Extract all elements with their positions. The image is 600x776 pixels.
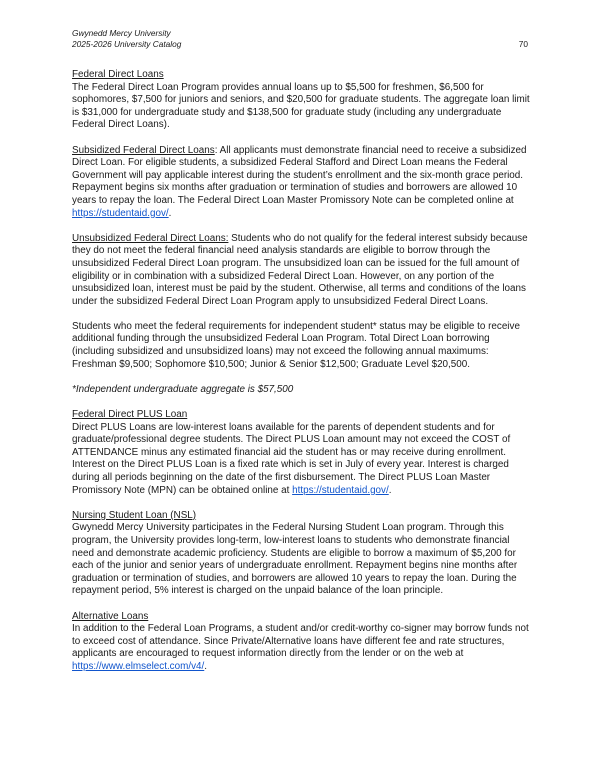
elmselect-link[interactable]: https://www.elmselect.com/v4/ <box>72 660 205 672</box>
section-text: Students who do not qualify for the federal interest subsidy because they do not meet the federal financial need analysis standards are eligible to borrow through the unsubsidized Federal Direct Loan program. The unsubsidized loan can be issued for the full amount of eligibility or in combination with a subsidized Federal Direct Loan. However, on any portion of the unsubsidized loan, interest must be paid by the student. Otherwise, all terms and conditions of the loans under the subsidized Federal Direct Loan Program apply to unsubsidized Federal Direct Loans. <box>72 232 528 307</box>
section-text: Direct PLUS Loans are low-interest loans available for the parents of dependent students and for graduate/professional degree students. The Direct PLUS Loan amount may not exceed the COST of ATTENDANCE minus any estimated financial aid the student has or may receive during enrollment. Interest on the Direct PLUS Loan is a fixed rate which is set in July of every year. Interest is charged during all periods beginning on the date of the first disbursement. The Direct PLUS Loan Master Promissory Note (MPN) can be obtained online at <box>72 421 511 496</box>
section-heading: Federal Direct PLUS Loan <box>72 409 188 421</box>
catalog-title: 2025-2026 University Catalog <box>72 38 182 49</box>
section-heading: Unsubsidized Federal Direct Loans: <box>72 232 229 244</box>
section-federal-direct-loans <box>72 69 532 132</box>
section-text-end: . <box>168 207 172 219</box>
studentaid-link[interactable]: https://studentaid.gov/ <box>292 484 389 496</box>
section-text: Gwynedd Mercy University participates in the Federal Nursing Student Loan program. Through this program, the University provides long-term, low-interest loans to students who demonstrate financial need and demonstrate academic proficiency. Students are eligible to borrow a maximum of $5,200 for each of the junior and senior years of undergraduate enrollment. Repayment begins nine months after graduation or termination of studies, and borrowers are allowed 10 years to repay the loan. During the repayment period, 5% interest is charged on the unpaid balance of the loan principle. <box>72 522 518 597</box>
section-text: The Federal Direct Loan Program provides annual loans up to $5,500 for freshmen, $6,500 for sophomores, $7,500 for juniors and seniors, and $20,500 for graduate students. The aggregate loan limit is $31,000 for undergraduate study and $138,500 for graduate study (including any undergraduate Federal Direct Loans). <box>72 81 530 131</box>
footnote-text: *Independent undergraduate aggregate is $57,500 <box>72 383 294 395</box>
section-heading: Federal Direct Loans <box>72 69 164 80</box>
section-heading: Subsidized Federal Direct Loans <box>72 144 215 156</box>
section-text: In addition to the Federal Loan Programs, a student and/or credit-worthy co-signer may borrow funds not to exceed cost of attendance. Since Private/Alternative loans have different fee and rate structures, applicants are encouraged to request information directly from the lender or on the web at <box>72 623 529 660</box>
section-plus-loan <box>72 409 532 497</box>
section-unsubsidized <box>72 233 532 309</box>
section-subsidized <box>72 145 532 221</box>
page-header <box>72 28 528 49</box>
section-text: Students who meet the federal requirements for independent student* status may be eligible to receive additional funding through the unsubsidized Federal Loan Program. Total Direct Loan borrowing (including subsidized and unsubsidized loans) may not exceed the following annual maximums: Freshman $9,500; Sophomore $10,500; Junior & Senior $12,500; Graduate Level $20,500. <box>72 320 520 370</box>
section-heading: Nursing Student Loan (NSL) <box>72 509 197 521</box>
section-text-end: . <box>388 484 392 496</box>
page-number: 70 <box>518 38 528 49</box>
institution-name: Gwynedd Mercy University <box>72 28 171 38</box>
section-heading: Alternative Loans <box>72 610 149 622</box>
section-alternative-loans <box>72 611 532 674</box>
section-text: : All applicants must demonstrate financial need to receive a subsidized Direct Loan. For eligible students, a subsidized Federal Stafford and Direct Loan means the Federal Government will pay applicable interest during the student’s enrollment and the six-month grace period. Repayment begins six months after graduation or termination of studies and borrowers are allowed 10 years to repay the loan. The Federal Direct Loan Master Promissory Note can be completed online at <box>72 144 527 206</box>
page-content <box>72 69 532 686</box>
section-nursing-loan <box>72 510 532 598</box>
studentaid-link[interactable]: https://studentaid.gov/ <box>72 207 169 219</box>
footnote <box>72 384 532 397</box>
section-independent-student <box>72 321 532 371</box>
section-text-end: . <box>204 660 208 672</box>
